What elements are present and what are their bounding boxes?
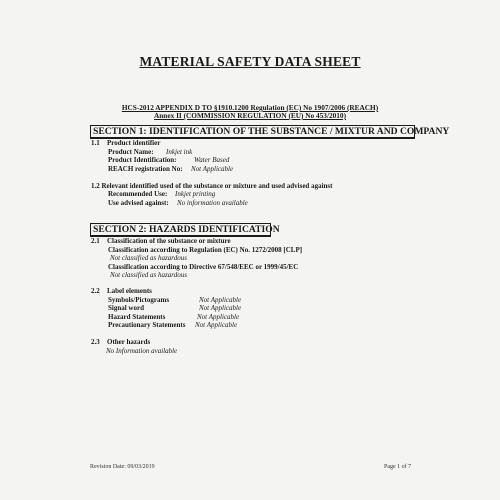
symbols-value: Not Applicable (199, 295, 242, 304)
classification-directive-label: Classification according to Directive 67/548/EEC or 1999/45/EC (108, 262, 299, 271)
regulation-line-1: HCS-2012 APPENDIX D TO §1910.1200 Regulation (EC) No 1907/2006 (REACH) (121, 103, 379, 112)
section-1-heading: SECTION 1: IDENTIFICATION OF THE SUBSTANCE / MIXTUR AND COMPANY (90, 125, 415, 139)
signal-word-label: Signal word (108, 304, 144, 312)
product-name-label: Product Name: (108, 147, 154, 156)
recommended-use-label: Recommended Use: (108, 190, 168, 198)
section-2-1-number: 2.1 (91, 237, 100, 245)
reach-registration-label: REACH registration No: (108, 164, 183, 173)
product-identification-label: Product Identification: (108, 156, 177, 164)
section-2-3-number: 2.3 (91, 338, 100, 346)
use-advised-against-label: Use advised against: (108, 198, 169, 207)
revision-date: Revision Date: 09/03/2019 (90, 464, 155, 470)
document-title: MATERIAL SAFETY DATA SHEET (139, 54, 361, 69)
use-advised-against-value: No information available (177, 198, 248, 207)
section-2-2-number: 2.2 (91, 287, 100, 295)
section-1-2-title: 1.2 Relevant identified used of the substance or mixture and used advised against (91, 181, 333, 190)
section-2-2-title: Label elements (107, 287, 152, 295)
other-hazards-value: No Information available (106, 346, 178, 355)
section-2-heading: SECTION 2: HAZARDS IDENTIFICATION (90, 223, 271, 237)
classification-regulation-label: Classification according to Regulation (EC) No. 1272/2008 [CLP] (108, 245, 303, 254)
section-2-1-title: Classification of the substance or mixture (107, 237, 231, 245)
symbols-label: Symbols/Pictograms (108, 295, 170, 304)
page-number: Page 1 of 7 (384, 464, 412, 470)
classification-regulation-value: Not classified as hazardous (110, 254, 187, 262)
recommended-use-value: Inkjet printing (175, 190, 216, 198)
hazard-statements-label: Hazard Statements (108, 312, 166, 321)
regulation-line-2: Annex II (COMMISSION REGULATION (EU) No 453/2010) (153, 111, 347, 120)
product-name-value: Inkjet ink (166, 147, 193, 156)
classification-directive-value: Not classified as hazardous (110, 271, 187, 279)
precautionary-statements-value: Not Applicable (195, 321, 238, 329)
section-2-3-title: Other hazards (107, 338, 151, 346)
precautionary-statements-label: Precautionary Statements (108, 321, 186, 329)
reach-registration-value: Not Applicable (191, 164, 234, 173)
hazard-statements-value: Not Applicable (197, 312, 240, 321)
signal-word-value: Not Applicable (199, 304, 242, 312)
section-1-1-title: Product identifier (107, 139, 161, 147)
product-identification-value: Water Based (194, 156, 230, 164)
section-1-1-number: 1.1 (91, 139, 100, 147)
